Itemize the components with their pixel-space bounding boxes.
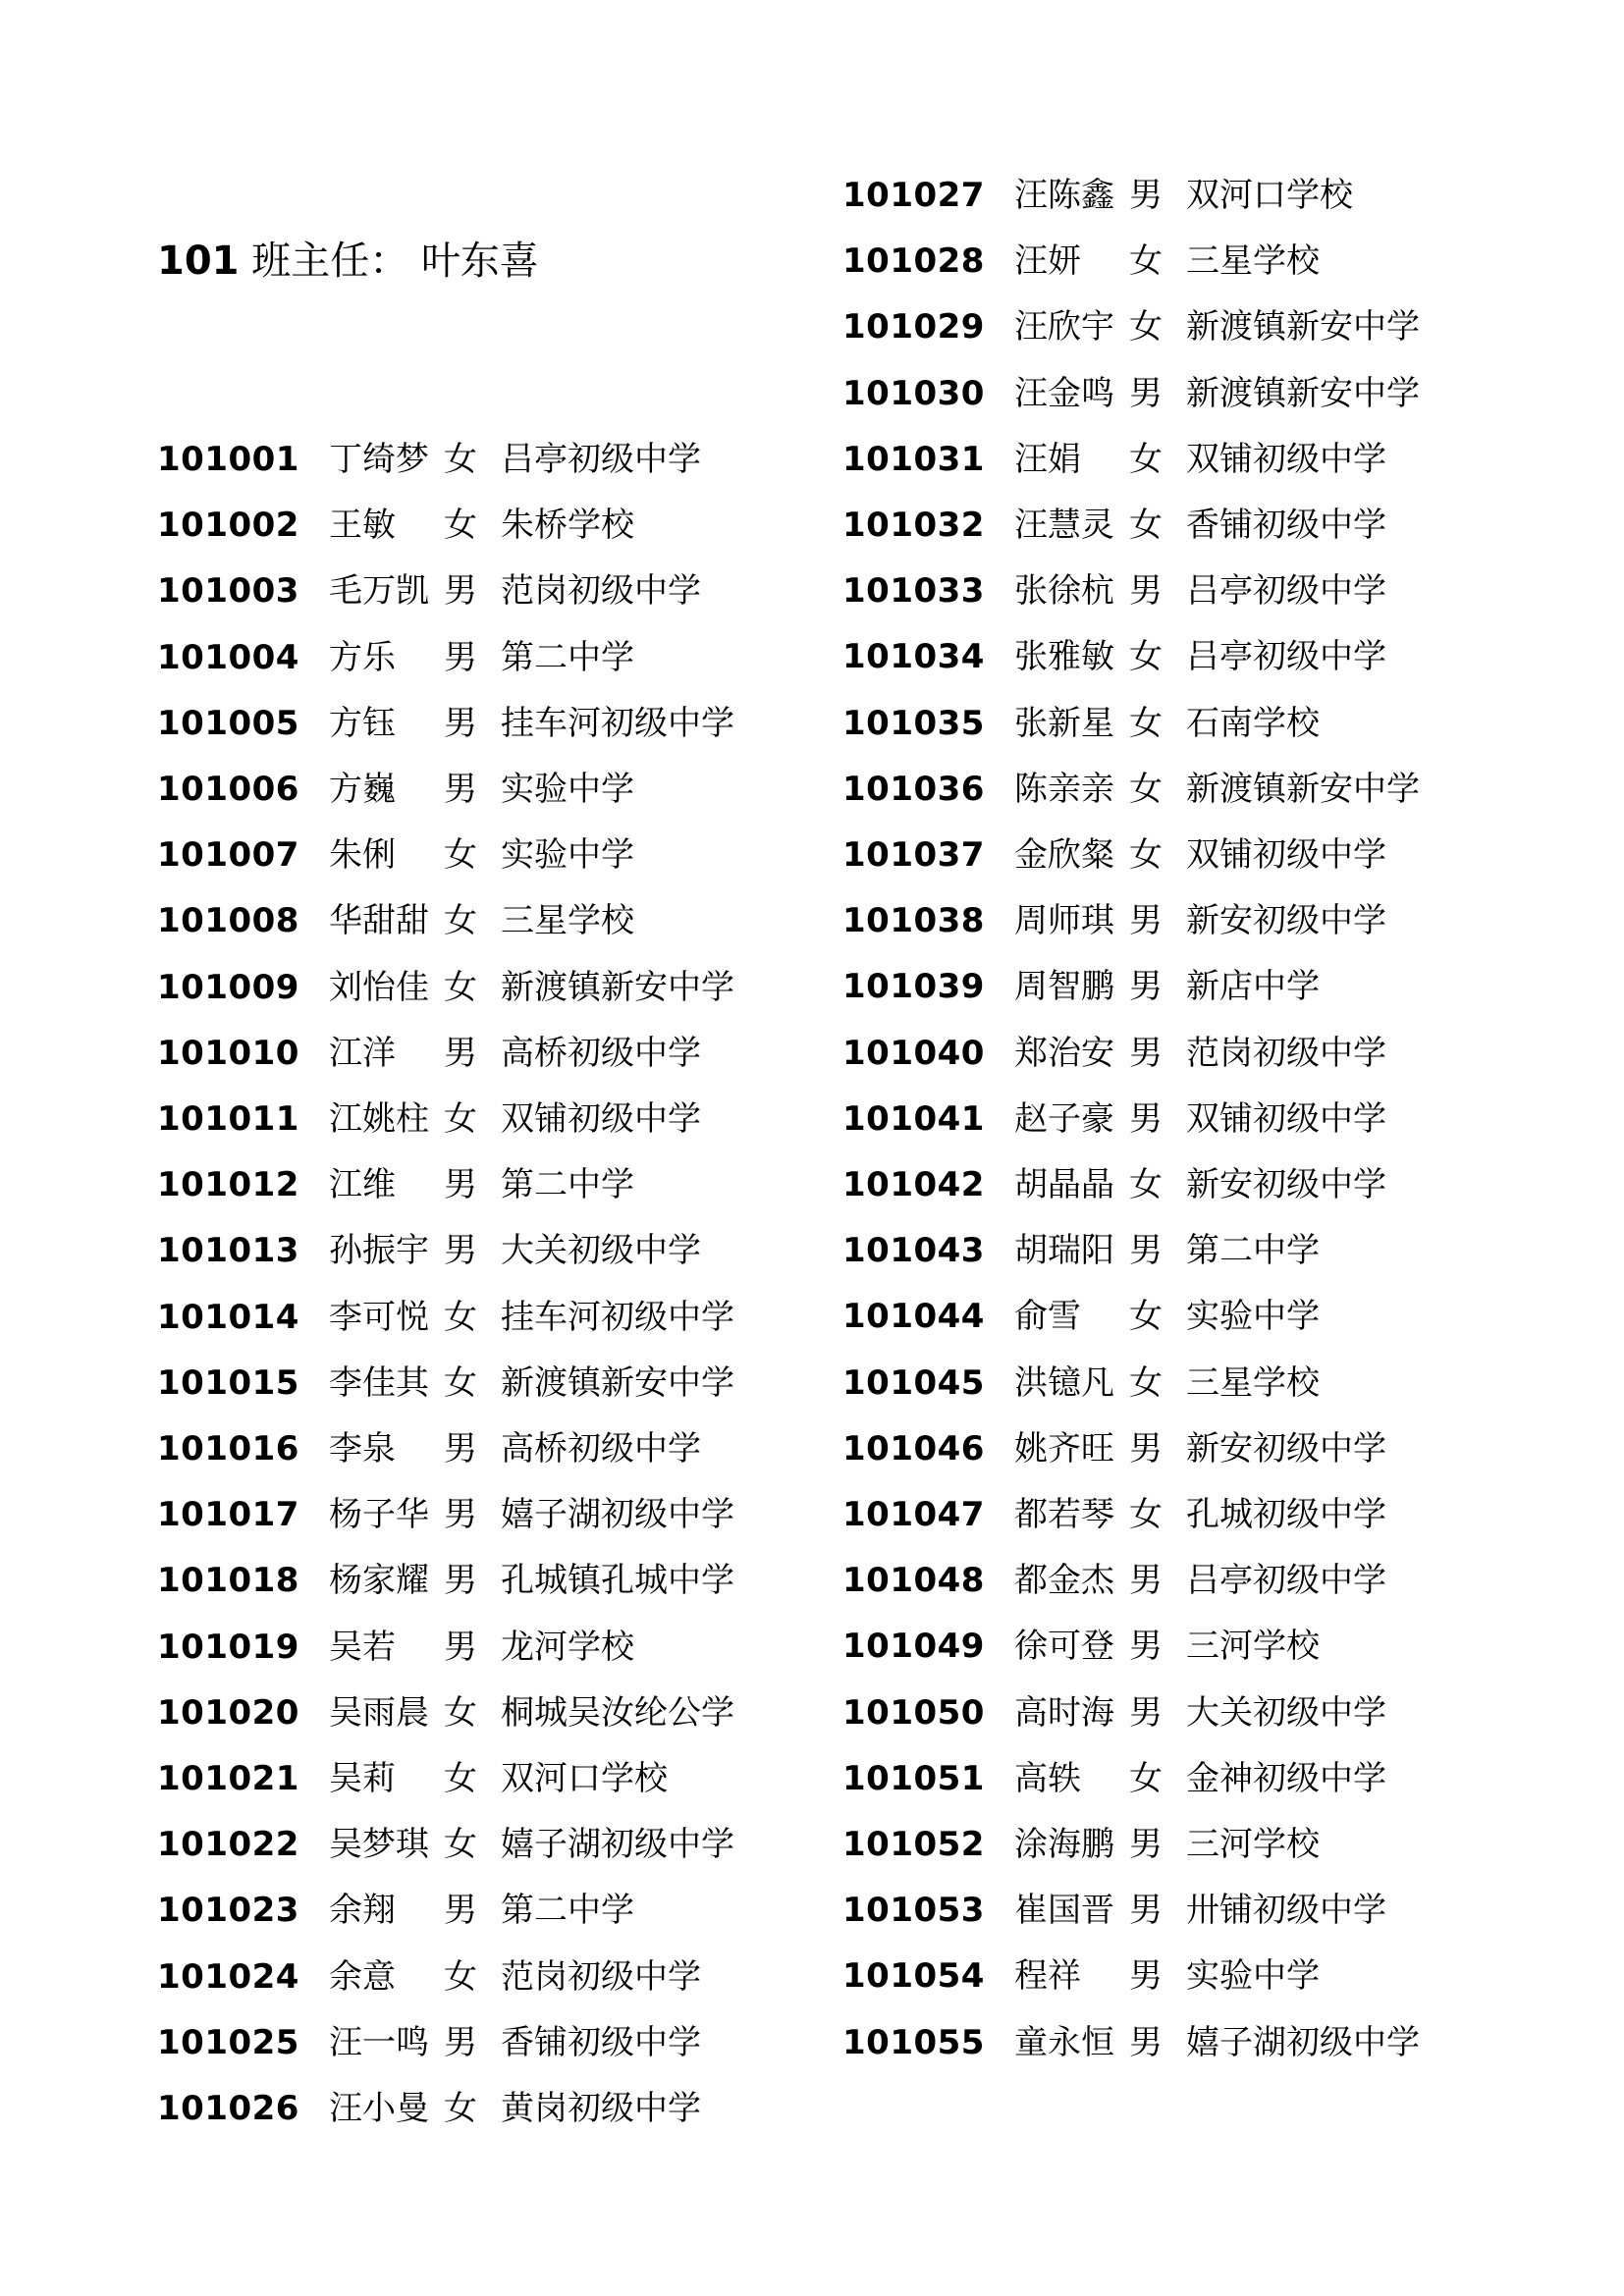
student-name: 高时海 <box>1014 1692 1114 1733</box>
student-name: 方巍 <box>329 770 396 809</box>
student-school: 高桥初级中学 <box>501 1033 701 1073</box>
student-gender: 女 <box>444 440 477 479</box>
student-name: 杨子华 <box>329 1495 429 1535</box>
student-name: 崔国晋 <box>1014 1891 1114 1931</box>
student-name: 汪陈鑫 <box>1014 176 1114 215</box>
student-name: 李泉 <box>329 1429 396 1468</box>
student-school: 三河学校 <box>1186 1825 1320 1864</box>
student-id: 101034 <box>842 637 985 677</box>
page-title <box>157 232 539 291</box>
student-school: 香铺初级中学 <box>1186 506 1386 545</box>
student-name: 周师琪 <box>1014 901 1114 941</box>
student-school: 双铺初级中学 <box>1186 439 1386 479</box>
student-school: 三星学校 <box>501 901 634 941</box>
student-name: 汪欣宇 <box>1014 307 1114 347</box>
student-name: 都金杰 <box>1014 1561 1114 1601</box>
student-school: 双铺初级中学 <box>1186 1098 1386 1139</box>
student-gender: 女 <box>444 967 477 1007</box>
student-gender: 男 <box>444 1429 477 1468</box>
student-school: 黄岗初级中学 <box>501 2089 701 2128</box>
student-name: 程祥 <box>1014 1956 1081 1997</box>
student-name: 江洋 <box>329 1033 396 1073</box>
student-name: 李可悦 <box>329 1297 429 1337</box>
student-gender: 男 <box>444 637 477 677</box>
student-gender: 男 <box>1129 373 1163 413</box>
student-id: 101052 <box>842 1825 985 1864</box>
student-name: 姚齐旺 <box>1014 1428 1114 1468</box>
student-id: 101013 <box>157 1231 299 1271</box>
student-school: 双河口学校 <box>1186 176 1353 215</box>
student-name: 童永恒 <box>1014 2022 1114 2062</box>
student-name: 金欣粲 <box>1014 835 1114 875</box>
student-school: 新渡镇新安中学 <box>1186 307 1420 347</box>
student-id: 101012 <box>157 1165 299 1205</box>
student-id: 101033 <box>842 571 985 612</box>
student-gender: 男 <box>1129 1428 1163 1468</box>
student-school: 新渡镇新安中学 <box>501 967 734 1007</box>
student-school: 三河学校 <box>1186 1627 1320 1667</box>
student-id: 101011 <box>157 1099 299 1139</box>
student-name: 涂海鹏 <box>1014 1825 1114 1864</box>
student-name: 汪慧灵 <box>1014 506 1114 545</box>
student-name: 胡瑞阳 <box>1014 1231 1114 1271</box>
student-school: 实验中学 <box>1186 1956 1320 1997</box>
student-gender: 男 <box>444 703 477 743</box>
student-gender: 女 <box>444 1099 477 1139</box>
student-gender: 男 <box>444 770 477 809</box>
student-gender: 男 <box>444 1495 477 1535</box>
student-name: 俞雪 <box>1014 1297 1081 1337</box>
student-school: 孔城镇孔城中学 <box>501 1561 734 1601</box>
student-school: 范岗初级中学 <box>501 571 701 612</box>
student-school: 实验中学 <box>501 835 634 876</box>
student-gender: 女 <box>1129 637 1163 677</box>
student-gender: 女 <box>1129 1758 1163 1798</box>
student-id: 101046 <box>842 1428 985 1468</box>
student-school: 卅铺初级中学 <box>1186 1891 1386 1931</box>
student-gender: 女 <box>444 506 477 546</box>
student-id: 101003 <box>157 571 299 612</box>
student-school: 嬉子湖初级中学 <box>501 1825 734 1865</box>
student-name: 张新星 <box>1014 703 1114 743</box>
student-id: 101029 <box>842 307 985 347</box>
student-id: 101053 <box>842 1891 985 1931</box>
student-school: 孔城初级中学 <box>1186 1495 1386 1534</box>
student-school: 新店中学 <box>1186 967 1320 1007</box>
student-name: 都若琴 <box>1014 1495 1114 1534</box>
student-school: 双河口学校 <box>501 1759 668 1798</box>
student-name: 方钰 <box>329 703 396 743</box>
student-id: 101044 <box>842 1297 985 1337</box>
student-id: 101009 <box>157 967 299 1007</box>
student-id: 101015 <box>157 1362 299 1403</box>
student-gender: 女 <box>1129 307 1163 347</box>
student-id: 101036 <box>842 769 985 809</box>
student-school: 三星学校 <box>1186 241 1320 282</box>
student-name: 胡晶晶 <box>1014 1165 1114 1204</box>
student-gender: 男 <box>1129 1825 1163 1864</box>
student-name: 汪金鸣 <box>1014 373 1114 413</box>
student-name: 陈亲亲 <box>1014 769 1114 809</box>
student-id: 101028 <box>842 241 985 282</box>
student-school: 吕亭初级中学 <box>1186 571 1386 612</box>
student-id: 101035 <box>842 703 985 743</box>
student-name: 方乐 <box>329 637 396 677</box>
student-gender: 男 <box>1129 1891 1163 1931</box>
student-school: 三星学校 <box>1186 1362 1320 1403</box>
student-id: 101021 <box>157 1759 299 1798</box>
student-gender: 男 <box>444 1165 477 1205</box>
student-gender: 男 <box>1129 1098 1163 1139</box>
student-id: 101005 <box>157 703 299 743</box>
student-school: 新渡镇新安中学 <box>1186 373 1420 413</box>
student-school: 新渡镇新安中学 <box>1186 769 1420 809</box>
student-gender: 女 <box>1129 1297 1163 1337</box>
student-school: 高桥初级中学 <box>501 1429 701 1468</box>
student-school: 实验中学 <box>1186 1297 1320 1337</box>
student-id: 101026 <box>157 2089 299 2128</box>
student-id: 101025 <box>157 2022 299 2062</box>
student-name: 华甜甜 <box>329 901 429 941</box>
student-id: 101023 <box>157 1891 299 1931</box>
student-id: 101017 <box>157 1495 299 1535</box>
student-school: 范岗初级中学 <box>1186 1033 1386 1073</box>
student-id: 101020 <box>157 1692 299 1733</box>
student-name: 江姚柱 <box>329 1099 429 1139</box>
student-id: 101041 <box>842 1098 985 1139</box>
student-school: 嬉子湖初级中学 <box>501 1495 734 1535</box>
student-gender: 女 <box>444 1362 477 1403</box>
student-gender: 女 <box>1129 439 1163 479</box>
student-name: 刘怡佳 <box>329 967 429 1007</box>
student-name: 高轶 <box>1014 1758 1081 1798</box>
student-gender: 女 <box>444 1956 477 1997</box>
student-gender: 男 <box>1129 1627 1163 1667</box>
student-gender: 男 <box>444 571 477 612</box>
student-name: 郑治安 <box>1014 1033 1114 1073</box>
student-id: 101045 <box>842 1362 985 1403</box>
student-school: 新安初级中学 <box>1186 1165 1386 1204</box>
student-id: 101048 <box>842 1561 985 1601</box>
student-name: 李佳其 <box>329 1362 429 1403</box>
student-id: 101006 <box>157 770 299 809</box>
student-gender: 男 <box>1129 1561 1163 1601</box>
student-id: 101014 <box>157 1297 299 1337</box>
student-id: 101054 <box>842 1956 985 1997</box>
student-name: 汪小曼 <box>329 2089 429 2128</box>
student-id: 101047 <box>842 1495 985 1534</box>
student-id: 101007 <box>157 835 299 876</box>
student-school: 实验中学 <box>501 770 634 809</box>
student-gender: 女 <box>444 835 477 876</box>
student-id: 101016 <box>157 1429 299 1468</box>
student-gender: 男 <box>1129 967 1163 1007</box>
student-gender: 女 <box>1129 241 1163 282</box>
student-id: 101050 <box>842 1692 985 1733</box>
student-name: 洪镱凡 <box>1014 1362 1114 1403</box>
student-gender: 女 <box>444 901 477 941</box>
student-gender: 女 <box>1129 769 1163 809</box>
student-school: 桐城吴汝纶公学 <box>501 1692 734 1733</box>
student-gender: 男 <box>444 1627 477 1667</box>
student-gender: 男 <box>444 2022 477 2062</box>
student-name: 江维 <box>329 1165 396 1205</box>
student-gender: 女 <box>444 1692 477 1733</box>
student-gender: 男 <box>1129 571 1163 612</box>
student-id: 101030 <box>842 373 985 413</box>
student-name: 余翔 <box>329 1891 396 1931</box>
student-id: 101008 <box>157 901 299 941</box>
student-id: 101018 <box>157 1561 299 1601</box>
student-id: 101051 <box>842 1758 985 1798</box>
student-gender: 女 <box>1129 1362 1163 1403</box>
student-id: 101019 <box>157 1627 299 1667</box>
student-id: 101040 <box>842 1033 985 1073</box>
student-gender: 女 <box>444 1297 477 1337</box>
student-gender: 男 <box>444 1891 477 1931</box>
student-id: 101004 <box>157 637 299 677</box>
student-gender: 男 <box>1129 2022 1163 2062</box>
student-gender: 女 <box>444 1825 477 1865</box>
student-gender: 男 <box>444 1561 477 1601</box>
student-id: 101027 <box>842 176 985 215</box>
student-school: 第二中学 <box>501 1165 634 1205</box>
student-name: 周智鹏 <box>1014 967 1114 1007</box>
student-school: 新渡镇新安中学 <box>501 1362 734 1403</box>
student-id: 101022 <box>157 1825 299 1865</box>
student-school: 双铺初级中学 <box>501 1099 701 1139</box>
student-school: 第二中学 <box>1186 1231 1320 1271</box>
student-id: 101037 <box>842 835 985 875</box>
student-gender: 男 <box>1129 1956 1163 1997</box>
student-gender: 女 <box>444 1759 477 1798</box>
student-name: 汪娟 <box>1014 439 1081 479</box>
student-id: 101032 <box>842 506 985 545</box>
student-school: 金神初级中学 <box>1186 1758 1386 1798</box>
student-school: 新安初级中学 <box>1186 901 1386 941</box>
student-name: 朱俐 <box>329 835 396 876</box>
student-name: 吴莉 <box>329 1759 396 1798</box>
student-gender: 女 <box>444 2089 477 2128</box>
student-school: 第二中学 <box>501 637 634 677</box>
student-gender: 男 <box>444 1033 477 1073</box>
student-school: 吕亭初级中学 <box>1186 1561 1386 1601</box>
student-school: 大关初级中学 <box>501 1231 701 1271</box>
student-id: 101055 <box>842 2022 985 2062</box>
student-school: 石南学校 <box>1186 703 1320 743</box>
student-name: 毛万凯 <box>329 571 429 612</box>
student-id: 101024 <box>157 1956 299 1997</box>
student-school: 双铺初级中学 <box>1186 835 1386 875</box>
student-id: 101038 <box>842 901 985 941</box>
student-gender: 女 <box>1129 1165 1163 1204</box>
student-gender: 女 <box>1129 506 1163 545</box>
student-school: 龙河学校 <box>501 1627 634 1667</box>
student-name: 徐可登 <box>1014 1627 1114 1667</box>
student-name: 杨家耀 <box>329 1561 429 1601</box>
student-school: 吕亭初级中学 <box>501 440 701 479</box>
student-gender: 男 <box>1129 176 1163 215</box>
student-gender: 男 <box>1129 1033 1163 1073</box>
student-school: 嬉子湖初级中学 <box>1186 2022 1420 2062</box>
student-id: 101031 <box>842 439 985 479</box>
student-id: 101001 <box>157 440 299 479</box>
student-school: 吕亭初级中学 <box>1186 637 1386 677</box>
student-school: 挂车河初级中学 <box>501 1297 734 1337</box>
student-school: 香铺初级中学 <box>501 2022 701 2062</box>
student-name: 丁绮梦 <box>329 440 429 479</box>
student-school: 范岗初级中学 <box>501 1956 701 1997</box>
student-name: 吴梦琪 <box>329 1825 429 1865</box>
student-id: 101039 <box>842 967 985 1007</box>
student-gender: 男 <box>444 1231 477 1271</box>
student-name: 汪一鸣 <box>329 2022 429 2062</box>
student-id: 101049 <box>842 1627 985 1667</box>
student-school: 挂车河初级中学 <box>501 703 734 743</box>
student-id: 101010 <box>157 1033 299 1073</box>
class-number: 101 <box>157 239 240 284</box>
student-name: 吴若 <box>329 1627 396 1667</box>
student-name: 张徐杭 <box>1014 571 1114 612</box>
student-name: 余意 <box>329 1956 396 1997</box>
student-name: 吴雨晨 <box>329 1692 429 1733</box>
student-name: 汪妍 <box>1014 241 1081 282</box>
student-id: 101042 <box>842 1165 985 1204</box>
head-teacher-name: 叶东喜 <box>420 239 539 284</box>
student-gender: 女 <box>1129 1495 1163 1534</box>
student-school: 第二中学 <box>501 1891 634 1931</box>
student-id: 101043 <box>842 1231 985 1271</box>
student-school: 朱桥学校 <box>501 506 634 546</box>
student-name: 赵子豪 <box>1014 1098 1114 1139</box>
student-school: 大关初级中学 <box>1186 1692 1386 1733</box>
student-name: 孙振宇 <box>329 1231 429 1271</box>
student-gender: 女 <box>1129 703 1163 743</box>
student-gender: 男 <box>1129 1692 1163 1733</box>
student-gender: 女 <box>1129 835 1163 875</box>
student-name: 张雅敏 <box>1014 637 1114 677</box>
student-gender: 男 <box>1129 1231 1163 1271</box>
student-id: 101002 <box>157 506 299 546</box>
student-school: 新安初级中学 <box>1186 1428 1386 1468</box>
head-teacher-label: 班主任： <box>251 239 409 284</box>
student-name: 王敏 <box>329 506 396 546</box>
student-gender: 男 <box>1129 901 1163 941</box>
